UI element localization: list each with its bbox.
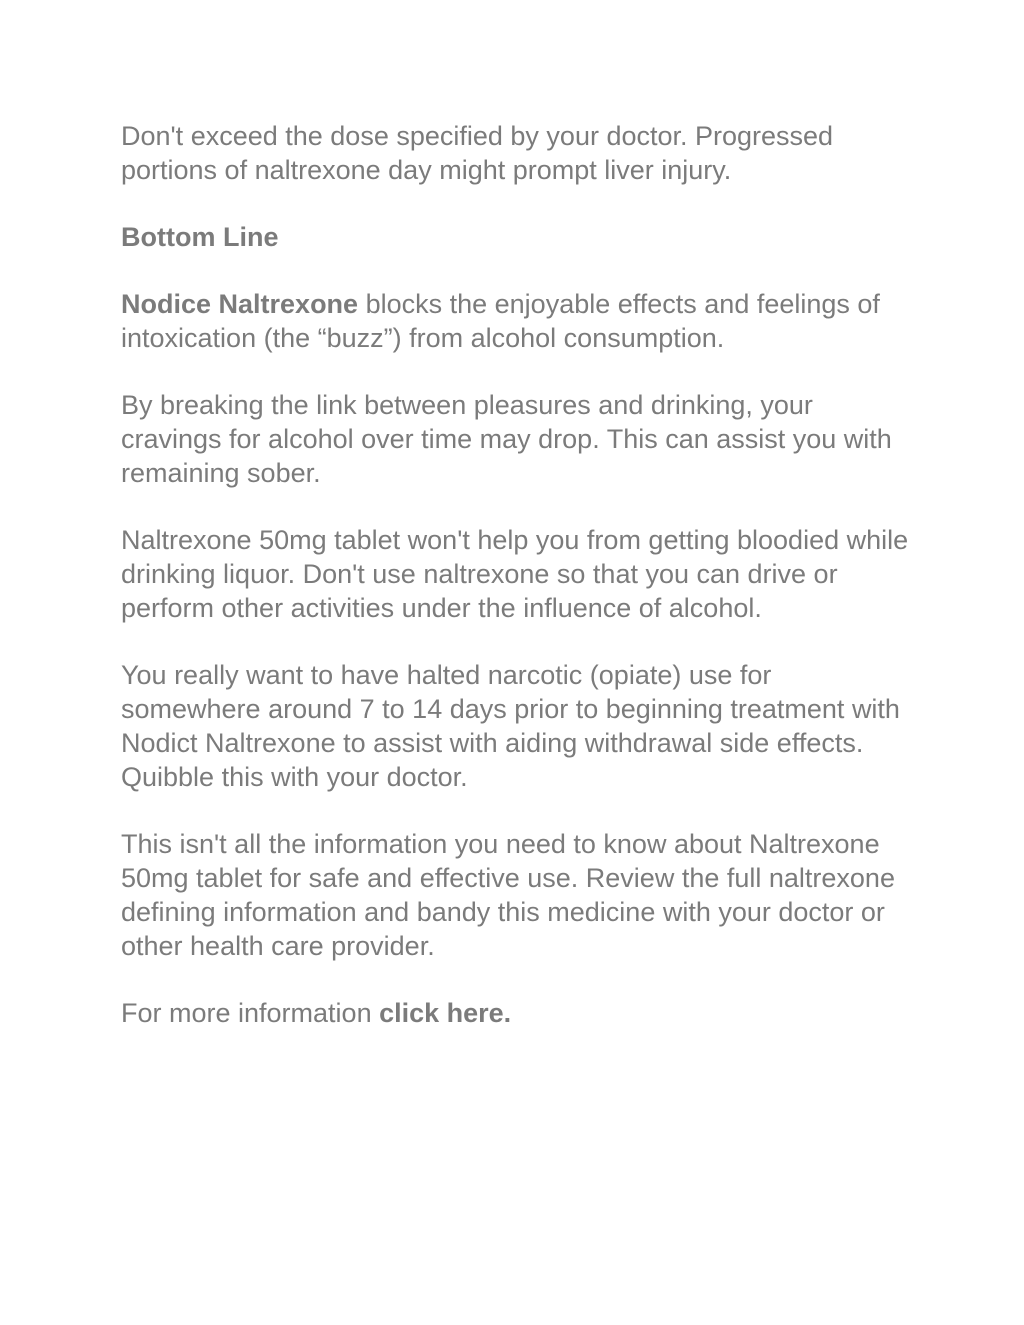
opiate-paragraph: You really want to have halted narcotic (opiate) use for somewhere around 7 to 14 days prior to beginning treatment with Nodict Naltrexone to assist with aiding withdrawal side effects. Quibble this with your doctor.	[121, 660, 900, 792]
document-page	[121, 119, 911, 1063]
info-paragraph: This isn't all the information you need to know about Naltrexone 50mg tablet for safe and effective use. Review the full naltrexone defining information and bandy this medicine with your doctor or other health care provider.	[121, 829, 895, 961]
drinking-paragraph: Naltrexone 50mg tablet won't help you from getting bloodied while drinking liquor. Don't use naltrexone so that you can drive or perform other activities under the influence of alcohol.	[121, 525, 909, 623]
bottom-line-heading: Bottom Line	[121, 222, 279, 252]
brand-name: Nodice Naltrexone	[121, 289, 359, 319]
dose-warning-paragraph: Don't exceed the dose specified by your doctor. Progressed portions of naltrexone day might prompt liver injury.	[121, 121, 834, 185]
click-here-link[interactable]: click here.	[379, 998, 512, 1028]
blocks-effects-paragraph	[121, 287, 911, 355]
cravings-paragraph: By breaking the link between pleasures and drinking, your cravings for alcohol over time may drop. This can assist you with remaining sober.	[121, 390, 892, 488]
more-info-text: For more information	[121, 998, 380, 1028]
more-info-paragraph	[121, 996, 911, 1030]
blocks-effects-text: blocks the enjoyable effects and feelings of intoxication (the “buzz”) from alcohol consumption.	[121, 289, 880, 353]
